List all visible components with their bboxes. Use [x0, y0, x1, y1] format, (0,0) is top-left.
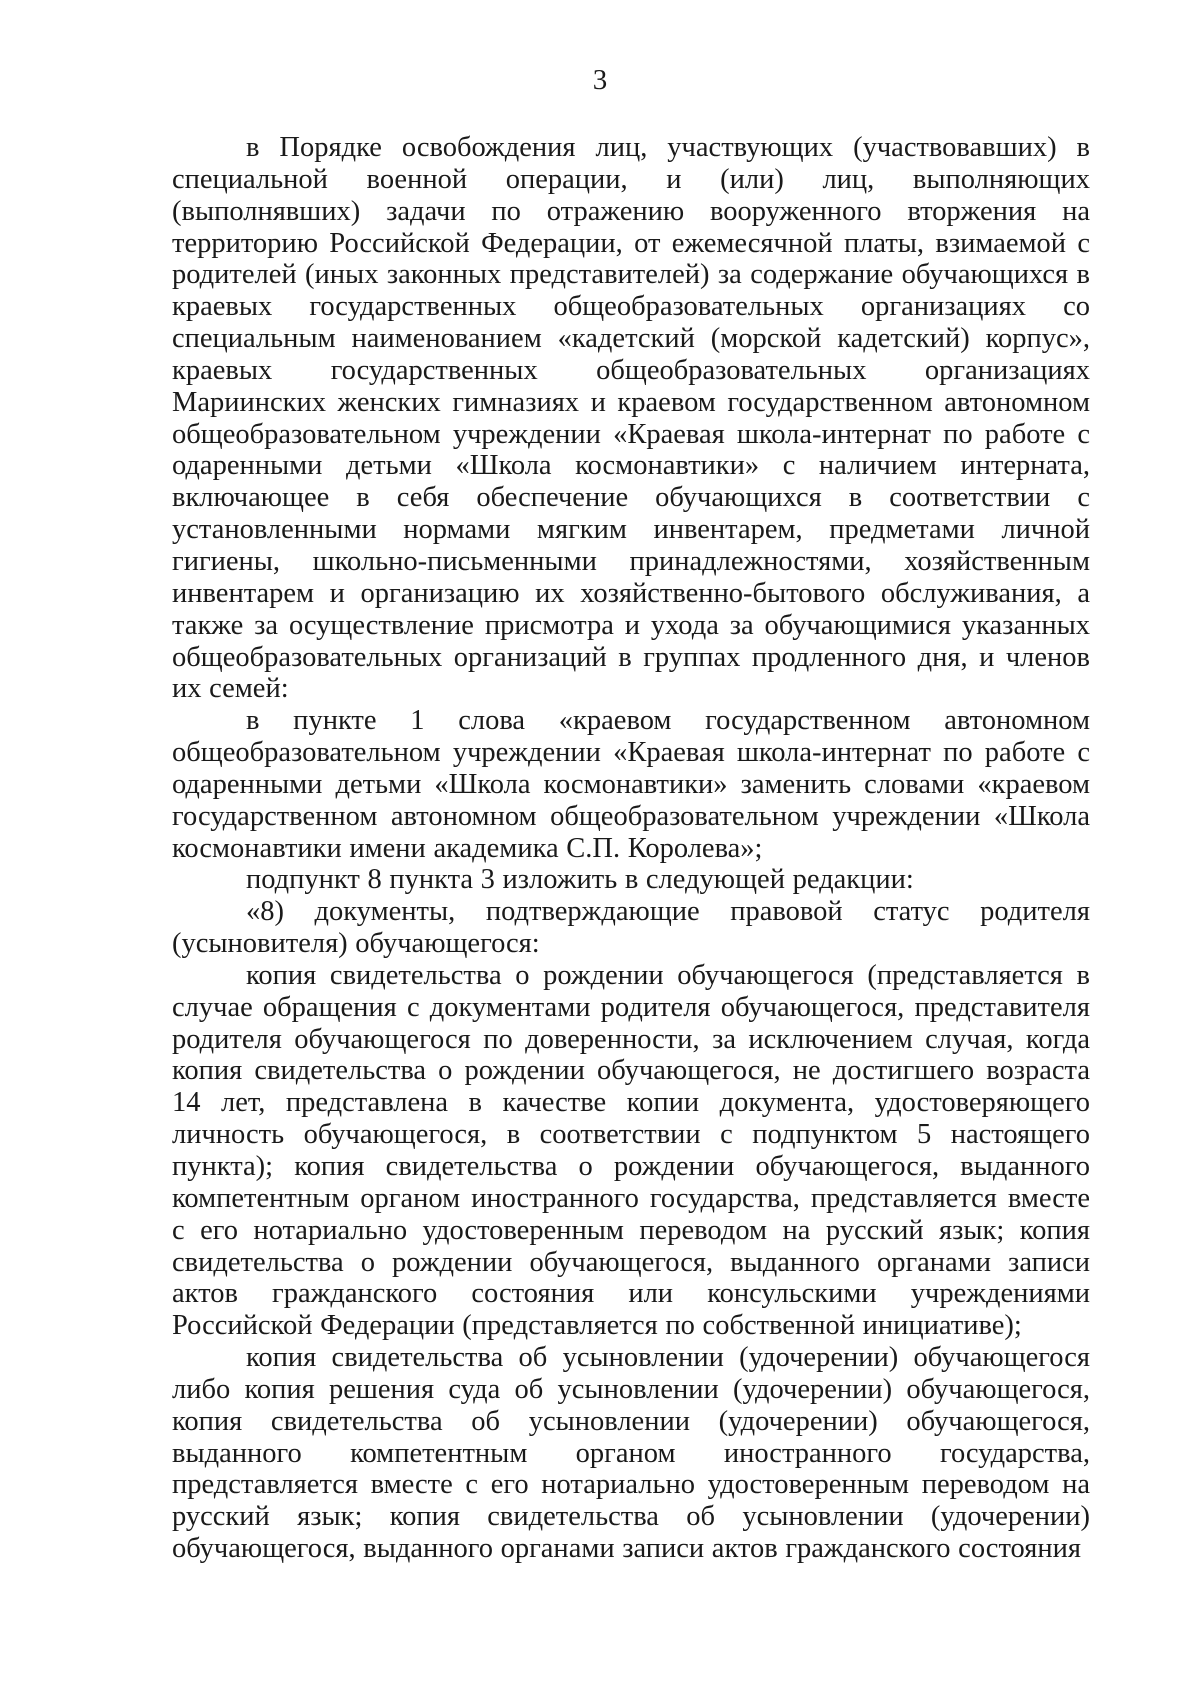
paragraph-subitem-8-intro: подпункт 8 пункта 3 изложить в следующей редакции:	[246, 864, 914, 896]
paragraph-subitem-8-text: «8) документы, подтверждающие правовой статус родителя (усыновителя) обучающегося:	[172, 896, 1090, 960]
paragraph-birth-certificate: копия свидетельства о рождении обучающегося (представляется в случае обращения с документами родителя обучающегося, представителя родителя обучающегося по доверенности, за исключением случая, когда копия свидетельства о рождении обучающегося, не достигшего возраста 14 лет, представлена в качестве копии документа, удостоверяющего личность обучающегося, в соответствии с подпунктом 5 настоящего пункта); копия свидетельства о рождении обучающегося, выданного компетентным органом иностранного государства, представляется вместе с его нотариально удостоверенным переводом на русский язык; копия свидетельства о рождении обучающегося, выданного органами записи актов гражданского состояния или консульскими учреждениями Российской Федерации (представляется по собственной инициативе);	[172, 959, 1090, 1342]
document-body	[172, 132, 1090, 1565]
paragraph-adoption-certificate: копия свидетельства об усыновлении (удочерении) обучающегося либо копия решения суда об усыновлении (удочерении) обучающегося, копия свидетельства об усыновлении (удочерении) обучающегося, выданного компетентным органом иностранного государства, представляется вместе с его нотариально удостоверенным переводом на русский язык; копия свидетельства об усыновлении (удочерении) обучающегося, выданного органами записи актов гражданского состояния	[172, 1342, 1090, 1565]
paragraph-procedure-title: в Порядке освобождения лиц, участвующих (участвовавших) в специальной военной операции, и (или) лиц, выполняющих (выполнявших) задачи по отражению вооруженного вторжения на территорию Российской Федерации, от ежемесячной платы, взимаемой с родителей (иных законных представителей) за содержание обучающихся в краевых государственных общеобразовательных организациях со специальным наименованием «кадетский (морской кадетский) корпус», краевых государственных общеобразовательных организациях Мариинских женских гимназиях и краевом государственном автономном общеобразовательном учреждении «Краевая школа-интернат по работе с одаренными детьми «Школа космонавтики» с наличием интерната, включающее в себя обеспечение обучающихся в соответствии с установленными нормами мягким инвентарем, предметами личной гигиены, школьно-письменными принадлежностями, хозяйственным инвентарем и организацию их хозяйственно-бытового обслуживания, а также за осуществление присмотра и ухода за обучающимися указанных общеобразовательных организаций в группах продленного дня, и членов их семей:	[172, 132, 1090, 705]
paragraph-item-1-amendment: в пункте 1 слова «краевом государственном автономном общеобразовательном учреждении «Краевая школа-интернат по работе с одаренными детьми «Школа космонавтики» заменить словами «краевом государственном автономном общеобразовательном учреждении «Школа космонавтики имени академика С.П. Королева»;	[172, 705, 1090, 864]
page-number: 3	[592, 64, 608, 96]
